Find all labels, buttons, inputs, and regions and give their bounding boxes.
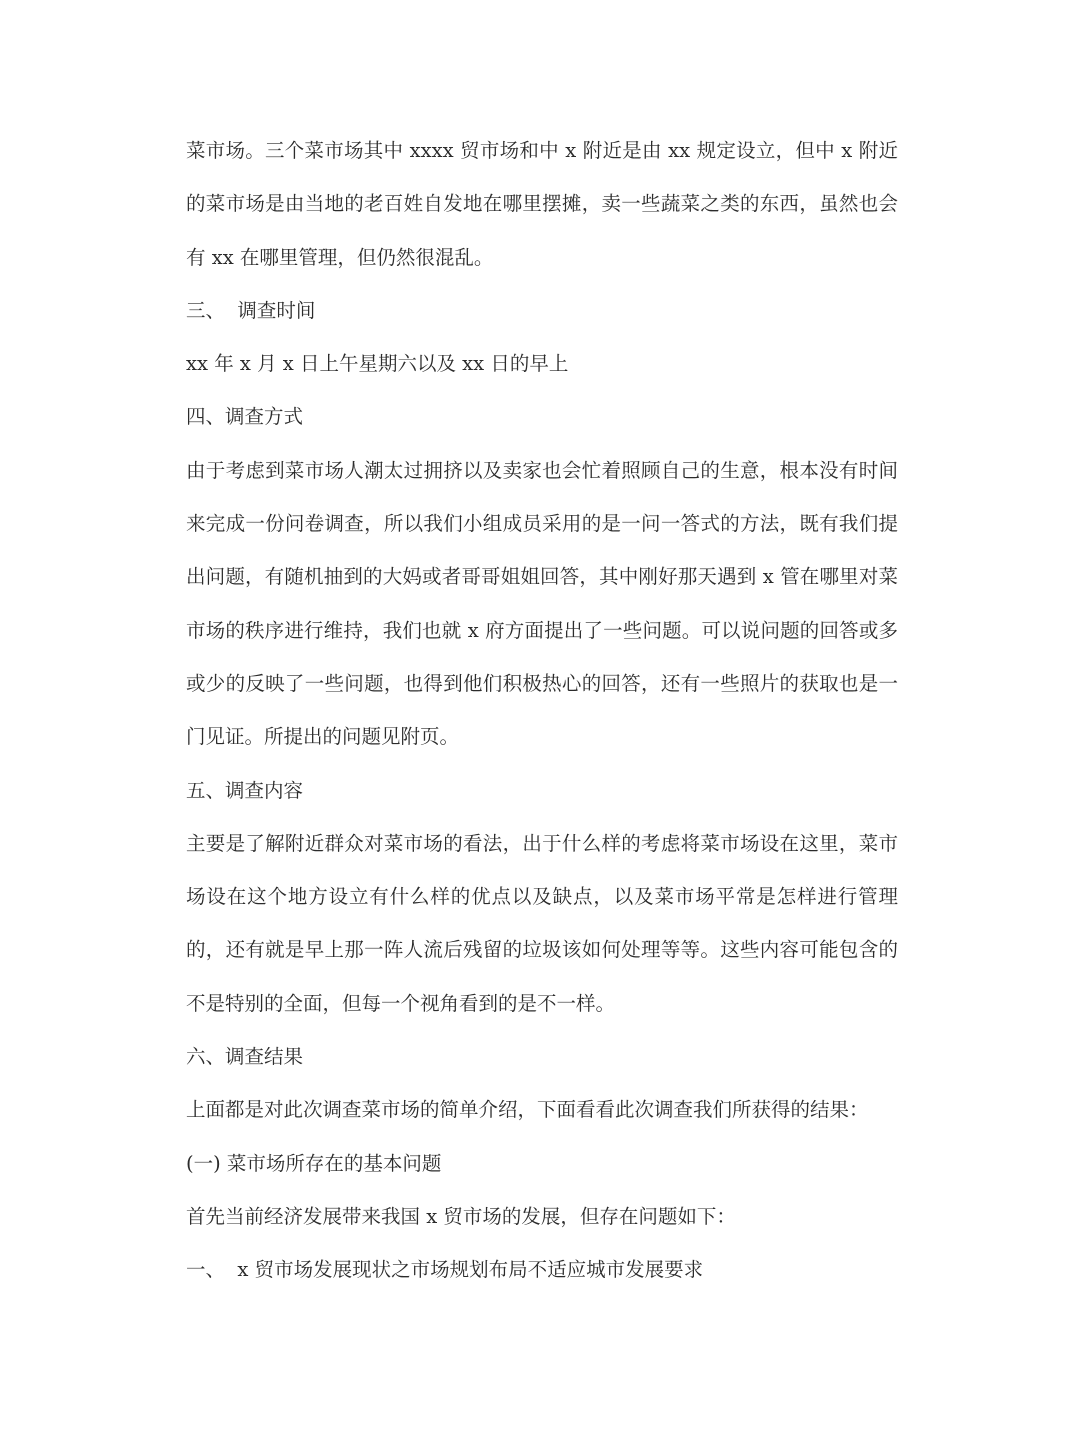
paragraph-survey-method: 由于考虑到菜市场人潮太过拥挤以及卖家也会忙着照顾自己的生意，根本没有时间来完成一份问卷调查，所以我们小组成员采用的是一问一答式的方法，既有我们提出问题，有随机抽到的大妈或者哥哥姐姐回答，其中刚好那天遇到 x 管在哪里对菜市场的秩序进行维持，我们也就 x 府方面提出了一些问题。可以说问题的回答或多或少的反映了一些问题，也得到他们积极热心的回答，还有一些照片的获取也是一门见证。所提出的问题见附页。: [186, 458, 898, 749]
paragraph-survey-time: xx 年 x 月 x 日上午星期六以及 xx 日的早上: [186, 352, 569, 376]
section-heading-survey-content: 五、调查内容: [186, 778, 304, 802]
section-heading-survey-method: 四、调查方式: [186, 405, 304, 429]
subheading-basic-problems: (一) 菜市场所存在的基本问题: [186, 1151, 442, 1175]
section-heading-survey-time: 三、 调查时间: [186, 298, 316, 322]
list-heading-market-planning: 一、 x 贸市场发展现状之市场规划布局不适应城市发展要求: [186, 1258, 704, 1282]
paragraph-problems-intro: 首先当前经济发展带来我国 x 贸市场的发展，但存在问题如下：: [186, 1204, 736, 1228]
paragraph-market-overview: 菜市场。三个菜市场其中 xxxx 贸市场和中 x 附近是由 xx 规定设立，但中 x 附近的菜市场是由当地的老百姓自发地在哪里摆摊，卖一些蔬菜之类的东西，虽然也会有 xx 在哪里管理，但仍然很混乱。: [186, 139, 898, 269]
paragraph-survey-content: 主要是了解附近群众对菜市场的看法，出于什么样的考虑将菜市场设在这里，菜市场设在这个地方设立有什么样的优点以及缺点，以及菜市场平常是怎样进行管理的，还有就是早上那一阵人流后残留的垃圾该如何处理等等。这些内容可能包含的不是特别的全面，但每一个视角看到的是不一样。: [186, 831, 898, 1015]
paragraph-results-intro: 上面都是对此次调查菜市场的简单介绍，下面看看此次调查我们所获得的结果：: [186, 1098, 869, 1122]
section-heading-survey-results: 六、调查结果: [186, 1045, 304, 1069]
document-body: [186, 124, 898, 1297]
